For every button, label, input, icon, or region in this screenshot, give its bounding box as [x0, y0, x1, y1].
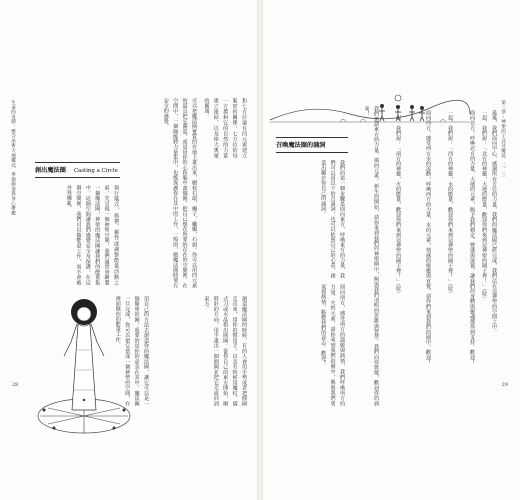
practice-text: 執行儀式、典禮、靈性或調整能量活動之前，先呈現一個神聖空間，我們通常會繪製一個魔法圈，神聖的魔法圈讓我們的能量集中。這個空間讓我們感覺安全及保護，在這個空間裡，我們可以做能量工作，而不會被外界擾亂。 — [65, 185, 119, 285]
body-text-c: 用自己的方法去創造你的魔法圈，讓它可以是一個簡單的圈，重要的是你的意念在其中。魔法圈一旦完成，你可以把它當成一個神聖的空間，在裡面做你的能量工作。 — [114, 296, 149, 406]
right-col-6: 一起、我們說：「西方的神靈，水的能量，歡迎你們來到這神聖的圈子裡！」（唸） — [447, 110, 453, 297]
right-section-rule-bottom — [276, 152, 348, 153]
right-col-2: 我們邀請東方的力量、風的元素、新生的開始，請你來到我們的神聖圈中，賜與我們清明的思維與智慧。我們向你致敬，歡迎你的到來！ — [363, 106, 379, 406]
right-page-number: 29 — [501, 382, 508, 388]
section-title-zh: 創出魔法圈 — [35, 167, 66, 174]
left-running-head: 生命的奇蹟：整合巫術大地魔法、季節節奏與身心療癒 — [10, 100, 16, 216]
right-section-rule-top — [276, 137, 348, 138]
right-col-4: 一起、我們說：「南方的神靈，火的能量，歡迎你們來到這神聖的圈子裡！」（唸） — [395, 110, 401, 297]
section-title-left — [35, 165, 118, 174]
section-title-en: Casting a Circle — [73, 168, 118, 174]
left-page — [0, 0, 258, 500]
intro-text: 和七方位還有四元素建立緊密的關係，七方位的每一方都和它的自然的力量建立連結，以及偉大奧祕的靈通。 — [203, 98, 247, 158]
right-col-9: 最後，我們面向中心，感謝所有方位的力量，我們的魔法圈已經完成，我們站在這神聖的空間之中。 — [491, 110, 497, 335]
right-page — [262, 0, 520, 500]
section-title-right — [276, 140, 326, 149]
right-running-head: 第三章・神聖的工具及魔法、二、三 — [500, 100, 506, 177]
right-col-7: 面向北方，呼喚北方的力量，大地的元素，賜予我們穩定、豐盛與滋養，讓我們的身體與靈魂都得到支持。歡迎！ — [469, 110, 475, 365]
section-rule-bottom — [35, 177, 120, 178]
right-col-8: 一起、我們說：「北方的神靈，大地的能量，歡迎你們來到這神聖的圈子裡！」（唸） — [481, 110, 487, 302]
right-col-1: 我們的第一個步驟是面向東方，呼喚東方的力量，我們可以用以下的召請詞，也可以依照自己的心意，創造出屬於你自己的誦詞。 — [320, 160, 345, 278]
right-col-5: 面向西方，感受西方水的流動，呼喚西方的力量，水的元素，情感的療癒與直覺，請你們來到我們的圈中。歡迎！ — [425, 110, 431, 365]
right-col-3: 面向南方，感受南方的溫暖與熱情，我們呼喚南方的力量、火的元素，請你來到我們的圈中，賜與我們勇氣與熱情，點燃我們的意志。歡迎！ — [320, 284, 345, 406]
section-title-right-zh: 召喚魔法圈的誦詞 — [276, 142, 326, 149]
body-text-a: 創造魔法圈的時候，有的人會用手勢或者把圓圈走出來，用你的慣用手，以及有時候用魔杖、儀式刀或水晶指出圓圈。從你自己的東方開始，順時針的方向，用手畫出一個圓圈並把它完成回到東方。 — [203, 296, 247, 406]
circle-text: 可以把魔法圈實質的在地上畫出來，樹枝石頭，繩子，蠟燭，石頭。你可以用四元素的道具把它圍起，或是用你的心和腦中畫個圈，把自己想在所要的存在的空間裡。在空間中，一個圈能將力量集中，也能保護你在其中的工作，一般的，做魔法圈時要有安全的感覺。 — [162, 98, 197, 288]
left-page-number: 28 — [12, 382, 19, 388]
section-rule-top — [35, 162, 120, 163]
